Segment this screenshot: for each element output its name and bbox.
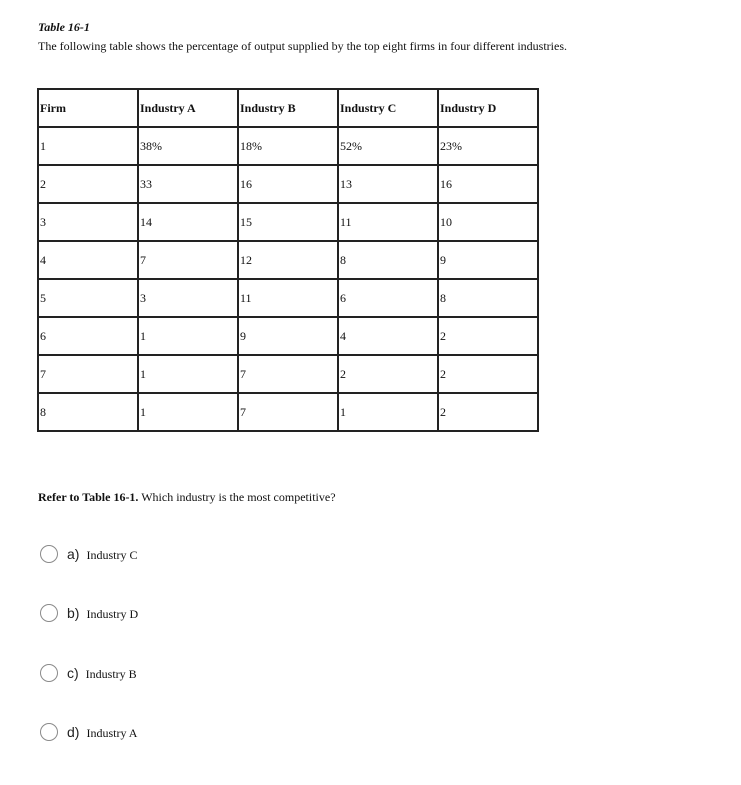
radio-button-c[interactable]: [40, 664, 58, 682]
table-cell: 16: [238, 165, 338, 203]
table-row: [38, 127, 538, 165]
table-cell: 33: [138, 165, 238, 203]
table-cell: 6: [338, 279, 438, 317]
table-cell: 6: [38, 317, 138, 355]
table-cell: 18%: [238, 127, 338, 165]
table-cell: 3: [138, 279, 238, 317]
table-cell: 52%: [338, 127, 438, 165]
table-cell: 9: [238, 317, 338, 355]
table-cell: 23%: [438, 127, 538, 165]
table-cell: 1: [138, 393, 238, 431]
column-header: Industry A: [138, 89, 238, 127]
radio-button-d[interactable]: [40, 723, 58, 741]
question-body: Which industry is the most competitive?: [138, 490, 336, 504]
table-cell: 11: [238, 279, 338, 317]
option-label: Industry C: [86, 547, 138, 562]
table-cell: 7: [138, 241, 238, 279]
table-cell: 9: [438, 241, 538, 279]
table-cell: 7: [38, 355, 138, 393]
option-label: Industry A: [86, 725, 138, 740]
table-cell: 38%: [138, 127, 238, 165]
radio-button-a[interactable]: [40, 545, 58, 563]
table-cell: 1: [38, 127, 138, 165]
table-cell: 7: [238, 355, 338, 393]
table-cell: 11: [338, 203, 438, 241]
question-text: [38, 490, 336, 505]
table-cell: 10: [438, 203, 538, 241]
radio-button-b[interactable]: [40, 604, 58, 622]
table-row: [38, 165, 538, 203]
table-cell: 13: [338, 165, 438, 203]
option-letter: d): [67, 724, 80, 740]
option-letter: c): [67, 665, 79, 681]
option-c[interactable]: [40, 664, 137, 682]
table-row: [38, 355, 538, 393]
table-title: Table 16-1: [38, 20, 90, 34]
table-row: [38, 393, 538, 431]
column-header: Industry C: [338, 89, 438, 127]
table-cell: 3: [38, 203, 138, 241]
output-share-table: [37, 88, 539, 432]
table-cell: 7: [238, 393, 338, 431]
option-label: Industry B: [85, 666, 137, 681]
table-cell: 14: [138, 203, 238, 241]
option-letter: b): [67, 605, 80, 621]
option-a[interactable]: [40, 545, 137, 563]
table-cell: 12: [238, 241, 338, 279]
table-row: [38, 279, 538, 317]
table-cell: 8: [338, 241, 438, 279]
table-caption: The following table shows the percentage of output supplied by the top eight firms in four different industries.: [38, 39, 567, 53]
option-label: Industry D: [86, 606, 139, 621]
question-reference: Refer to Table 16-1.: [38, 490, 139, 504]
option-d[interactable]: [40, 723, 137, 741]
option-letter: a): [67, 546, 80, 562]
table-cell: 2: [38, 165, 138, 203]
table-cell: 8: [38, 393, 138, 431]
table-cell: 16: [438, 165, 538, 203]
table-cell: 2: [338, 355, 438, 393]
table-cell: 4: [338, 317, 438, 355]
table-cell: 8: [438, 279, 538, 317]
table-row: [38, 203, 538, 241]
table-cell: 2: [438, 317, 538, 355]
table-row: [38, 317, 538, 355]
table-cell: 1: [138, 317, 238, 355]
table-header-row: [38, 89, 538, 127]
table-cell: 2: [438, 355, 538, 393]
table-cell: 4: [38, 241, 138, 279]
table-cell: 1: [138, 355, 238, 393]
table-row: [38, 241, 538, 279]
table-cell: 15: [238, 203, 338, 241]
table-cell: 1: [338, 393, 438, 431]
column-header: Industry D: [438, 89, 538, 127]
table-cell: 2: [438, 393, 538, 431]
column-header: Firm: [38, 89, 138, 127]
column-header: Industry B: [238, 89, 338, 127]
option-b[interactable]: [40, 604, 138, 622]
table-cell: 5: [38, 279, 138, 317]
